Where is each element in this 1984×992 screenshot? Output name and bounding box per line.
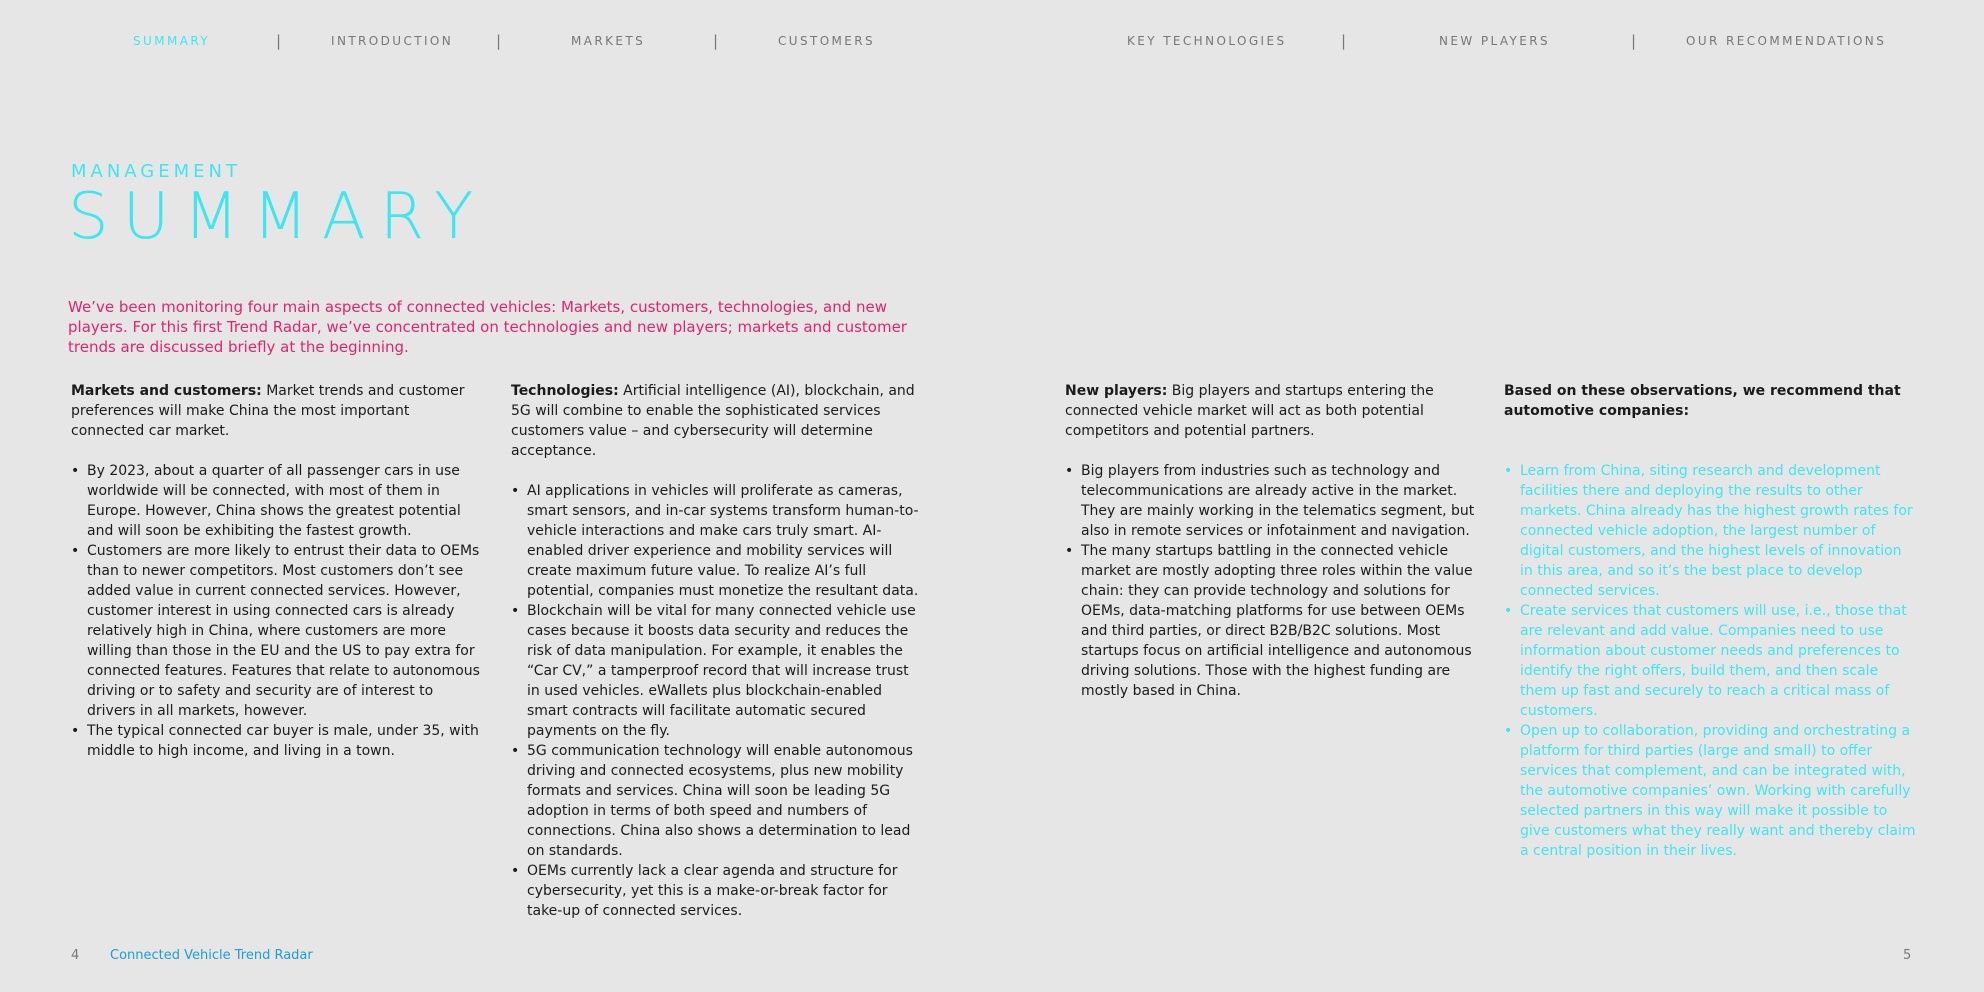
technologies-column xyxy=(511,381,921,921)
new-players-bullet-list xyxy=(1065,461,1477,701)
list-item: • By 2023, about a quarter of all passenger cars in use worldwide will be connected, with most of them in Europe. However, China shows the greatest potential and will soon be exhibiting the fastest growth. xyxy=(71,461,481,541)
recommendations-bullet-list xyxy=(1504,461,1918,861)
new-players-column xyxy=(1065,381,1477,701)
list-item: • Customers are more likely to entrust their data to OEMs than to newer competitors. Most customers don’t see added value in current connected services. However, customer interest in using connected cars is already relatively high in China, where customers are more willing than those in the EU and the US to pay extra for connected features. Features that relate to autonomous driving or to safety and security are of interest to drivers in all markets, however. xyxy=(71,541,481,721)
technologies-bullet-list xyxy=(511,481,921,921)
recommendations-heading: Based on these observations, we recommend that automotive companies: xyxy=(1504,383,1901,419)
markets-lead-text: Market trends and customer preferences will make China the most important connected car market. xyxy=(71,383,465,439)
markets-lead xyxy=(71,381,481,441)
nav-tab-introduction[interactable]: INTRODUCTION xyxy=(331,34,454,48)
recommendations-column xyxy=(1504,381,1918,861)
nav-separator: | xyxy=(496,32,502,50)
nav-separator: | xyxy=(1341,32,1347,50)
new-players-heading: New players: xyxy=(1065,383,1168,399)
nav-tab-key-technologies[interactable]: KEY TECHNOLOGIES xyxy=(1127,34,1287,48)
list-item: • AI applications in vehicles will proliferate as cameras, smart sensors, and in-car systems transform human-to-vehicle interactions and make cars truly smart. AI-enabled driver experience and mobility services will create maximum future value. To realize AI’s full potential, companies must monetize the resultant data. xyxy=(511,481,921,601)
list-item: • Blockchain will be vital for many connected vehicle use cases because it boosts data security and reduces the risk of data manipulation. For example, it enables the “Car CV,” a tamperproof record that will increase trust in used vehicles. eWallets plus blockchain-enabled smart contracts will facilitate automatic secured payments on the fly. xyxy=(511,601,921,741)
nav-separator: | xyxy=(1631,32,1637,50)
list-item: • Create services that customers will use, i.e., those that are relevant and add value. Companies need to use information about customer needs and preferences to identify the right offers, build them, and then scale them up fast and securely to reach a critical mass of customers. xyxy=(1504,601,1918,721)
technologies-lead-text: Artificial intelligence (AI), blockchain, and 5G will combine to enable the sophisticated services customers value – and cybersecurity will determine acceptance. xyxy=(511,383,915,459)
technologies-lead xyxy=(511,381,921,461)
intro-paragraph: We’ve been monitoring four main aspects of connected vehicles: Markets, customers, technologies, and new players. For this first Trend Radar, we’ve concentrated on technologies and new players; markets and customer trends are discussed briefly at the beginning. xyxy=(68,298,907,356)
list-item: • Learn from China, siting research and development facilities there and deploying the results to other markets. China already has the highest growth rates for connected vehicle adoption, the largest number of digital customers, and the highest levels of innovation in this area, and so it’s the best place to develop connected services. xyxy=(1504,461,1918,601)
list-item: • OEMs currently lack a clear agenda and structure for cybersecurity, yet this is a make-or-break factor for take-up of connected services. xyxy=(511,861,921,921)
list-item: • Big players from industries such as technology and telecommunications are already active in the market. They are mainly working in the telematics segment, but also in remote services or infotainment and navigation. xyxy=(1065,461,1477,541)
list-item: • 5G communication technology will enable autonomous driving and connected ecosystems, plus new mobility formats and services. China will soon be leading 5G adoption in terms of both speed and numbers of connections. China also shows a determination to lead on standards. xyxy=(511,741,921,861)
markets-heading: Markets and customers: xyxy=(71,383,262,399)
nav-tab-summary[interactable]: SUMMARY xyxy=(133,34,211,48)
new-players-lead xyxy=(1065,381,1477,441)
page-title: SUMMARY xyxy=(68,180,488,254)
left-page-number: 4 xyxy=(71,948,80,963)
list-item: • The many startups battling in the connected vehicle market are mostly adopting three roles within the value chain: they can provide technology and solutions for OEMs, data-matching platforms for use between OEMs and third parties, or direct B2B/B2C solutions. Most startups focus on artificial intelligence and autonomous driving solutions. Those with the highest funding are mostly based in China. xyxy=(1065,541,1477,701)
markets-bullet-list xyxy=(71,461,481,761)
right-page-number: 5 xyxy=(1903,948,1912,963)
nav-tab-markets[interactable]: MARKETS xyxy=(571,34,646,48)
nav-tab-our-recommendations[interactable]: OUR RECOMMENDATIONS xyxy=(1686,34,1887,48)
publication-title: Connected Vehicle Trend Radar xyxy=(110,948,313,963)
nav-separator: | xyxy=(276,32,282,50)
markets-customers-column xyxy=(71,381,481,761)
list-item: • Open up to collaboration, providing and orchestrating a platform for third parties (large and small) to offer services that complement, and can be integrated with, the automotive companies’ own. Working with carefully selected partners in this way will make it possible to give customers what they really want and thereby claim a central position in their lives. xyxy=(1504,721,1918,861)
recommendations-heading-block xyxy=(1504,381,1918,421)
section-eyebrow: MANAGEMENT xyxy=(71,161,241,182)
new-players-lead-text: Big players and startups entering the connected vehicle market will act as both potential competitors and potential partners. xyxy=(1065,383,1434,439)
list-item: • The typical connected car buyer is male, under 35, with middle to high income, and living in a town. xyxy=(71,721,481,761)
nav-tab-customers[interactable]: CUSTOMERS xyxy=(778,34,876,48)
nav-tab-new-players[interactable]: NEW PLAYERS xyxy=(1439,34,1550,48)
nav-separator: | xyxy=(713,32,719,50)
top-navigation xyxy=(0,34,1984,54)
technologies-heading: Technologies: xyxy=(511,383,619,399)
